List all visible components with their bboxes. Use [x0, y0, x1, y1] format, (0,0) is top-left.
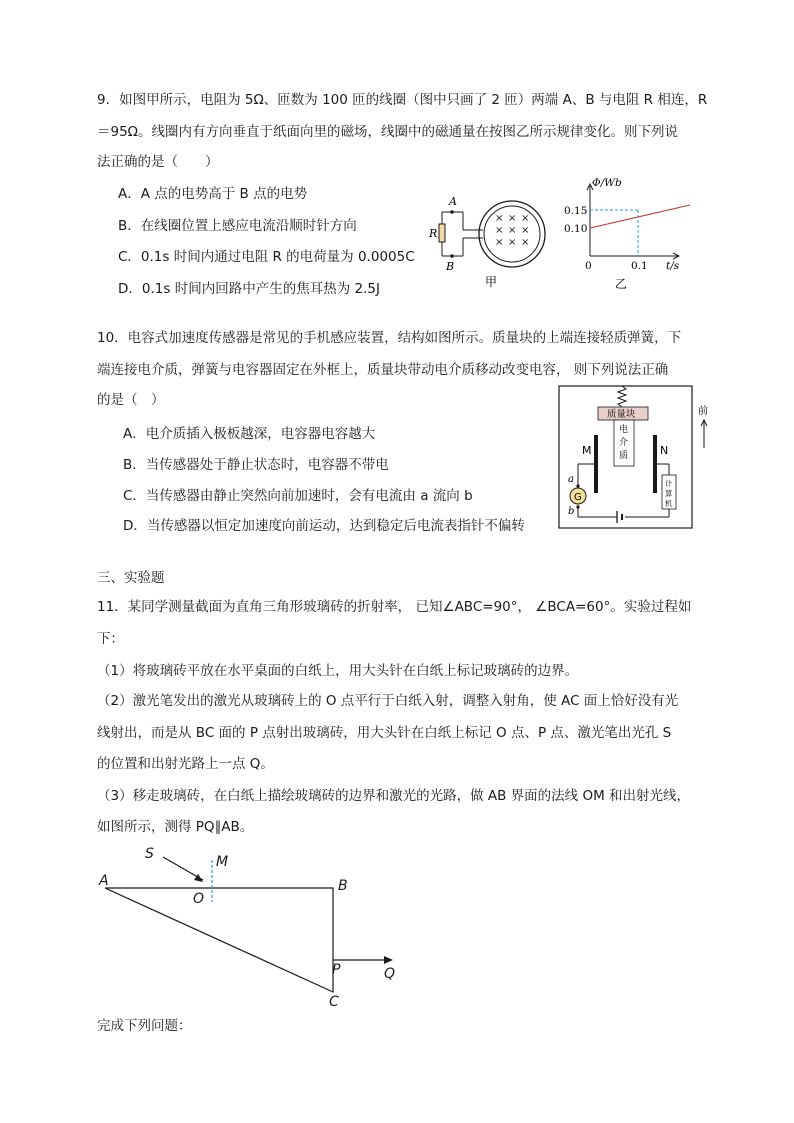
q10-option-c: C．当传感器由静止突然向前加速时，会有电流由 a 流向 b	[123, 488, 473, 504]
computer-label-3: 机	[665, 499, 673, 508]
q10-figure-sensor	[556, 383, 716, 531]
q9-yi-ytick-1: 0.15	[564, 205, 588, 217]
plate-m-label: M	[582, 444, 592, 457]
field-mark: ×	[508, 225, 517, 236]
q9-stem-line3: 法正确的是（ ）	[97, 154, 219, 170]
q9-jia-label-b: B	[446, 260, 455, 273]
q9-figure-jia	[425, 190, 555, 290]
q10-stem-line1: 10．电容式加速度传感器是常见的手机感应装置，结构如图所示。质量块的上端连接轻质弹簧，下	[97, 330, 682, 346]
q9-yi-ytick-2: 0.10	[564, 223, 588, 235]
q11-stem-line2: 下：	[97, 631, 124, 647]
q11-step3-line1: （3）移走玻璃砖，在白纸上描绘玻璃砖的边界和激光的光路，做 AB 界面的法线 OM 和出射光线，	[97, 788, 691, 804]
q9-yi-origin: 0	[585, 260, 592, 272]
point-b: B	[338, 878, 348, 894]
q9-jia-caption: 甲	[485, 275, 498, 289]
q11-stem-line1: 11．某同学测量截面为直角三角形玻璃砖的折射率， 已知∠ABC=90°， ∠BCA=60°。实验过程如	[97, 599, 692, 615]
point-o: O	[193, 891, 205, 907]
q11-figure-prism	[95, 840, 415, 1012]
label-b: b	[568, 506, 575, 517]
q9-jia-label-r: R	[429, 227, 438, 240]
flux-line	[590, 205, 690, 228]
q11-step2-line3: 的位置和出射光路上一点 Q。	[97, 756, 274, 772]
point-q: Q	[384, 966, 396, 982]
q10-option-a: A．电介质插入极板越深，电容器电容越大	[123, 426, 376, 442]
q9-yi-xtick: 0.1	[631, 260, 648, 272]
q9-yi-ylabel: Φ/Wb	[592, 177, 622, 189]
dielectric-label-3: 质	[619, 451, 629, 461]
q9-stem-line2: ＝95Ω。线圈内有方向垂直于纸面向里的磁场，线圈中的磁通量在按图乙所示规律变化。则下列说	[97, 124, 678, 140]
q10-option-b: B．当传感器处于静止状态时，电容器不带电	[123, 457, 389, 473]
meter-label: G	[574, 492, 582, 503]
q9-jia-label-a: A	[449, 195, 457, 208]
q9-yi-xlabel: t/s	[666, 260, 680, 272]
point-s: S	[145, 846, 154, 862]
point-a: A	[99, 873, 109, 889]
mass-label: 质量块	[607, 409, 636, 420]
plate-n	[653, 435, 657, 493]
field-mark: ×	[495, 225, 504, 236]
field-mark: ×	[508, 213, 517, 224]
field-mark: ×	[521, 213, 530, 224]
field-mark: ×	[521, 225, 530, 236]
dielectric-label-1: 电	[619, 425, 629, 435]
q9-option-d: D．0.1s 时间内回路中产生的焦耳热为 2.5J	[118, 281, 380, 297]
point-c: C	[329, 994, 339, 1010]
q11-step2-line1: （2）激光笔发出的激光从玻璃砖上的 O 点平行于白纸入射，调整入射角，使 AC 面上恰好没有光	[97, 693, 679, 709]
q10-stem-line3: 的是（ ）	[97, 392, 165, 408]
point-m: M	[216, 854, 229, 870]
q9-option-b: B．在线圈位置上感应电流沿顺时针方向	[118, 218, 357, 234]
point-p: P	[332, 962, 341, 978]
q11-step2-line2: 线射出，而是从 BC 面的 P 点射出玻璃砖，用大头针在白纸上标记 O 点、P 点、激光笔出光孔 S	[97, 725, 672, 741]
field-mark: ×	[495, 213, 504, 224]
plate-m	[594, 435, 598, 493]
prism-outline	[105, 888, 333, 992]
field-mark: ×	[521, 237, 530, 248]
q9-stem-line1: 9．如图甲所示，电阻为 5Ω、匝数为 100 匝的线圈（图中只画了 2 匝）两端 A、B 与电阻 R 相连，R	[97, 92, 708, 108]
q11-step1: （1）将玻璃砖平放在水平桌面的白纸上，用大头针在白纸上标记玻璃砖的边界。	[97, 663, 579, 679]
label-a: a	[568, 474, 574, 485]
plate-n-label: N	[660, 444, 669, 457]
q9-option-c: C．0.1s 时间内通过电阻 R 的电荷量为 0.0005C	[118, 249, 415, 265]
computer-label-1: 计	[665, 479, 673, 488]
q9-option-a: A．A 点的电势高于 B 点的电势	[118, 186, 308, 202]
field-mark: ×	[508, 237, 517, 248]
field-mark: ×	[495, 237, 504, 248]
spring	[618, 386, 626, 407]
computer-label-2: 算	[665, 489, 673, 498]
q11-closing: 完成下列问题：	[97, 1018, 192, 1034]
q11-step3-line2: 如图所示，测得 PQ∥AB。	[97, 819, 254, 835]
section-title: 三、实验题	[97, 570, 165, 586]
forward-label: 前	[698, 406, 708, 417]
exit-arrow-icon	[384, 956, 393, 964]
q9-figure-yi	[560, 174, 695, 292]
q10-option-d: D．当传感器以恒定加速度向前运动，达到稳定后电流表指针不偏转	[123, 518, 525, 534]
q9-yi-caption: 乙	[615, 277, 628, 291]
q10-stem-line2: 端连接电介质，弹簧与电容器固定在外框上，质量块带动电介质移动改变电容， 则下列说法正确	[97, 362, 669, 378]
dielectric-label-2: 介	[619, 438, 629, 448]
